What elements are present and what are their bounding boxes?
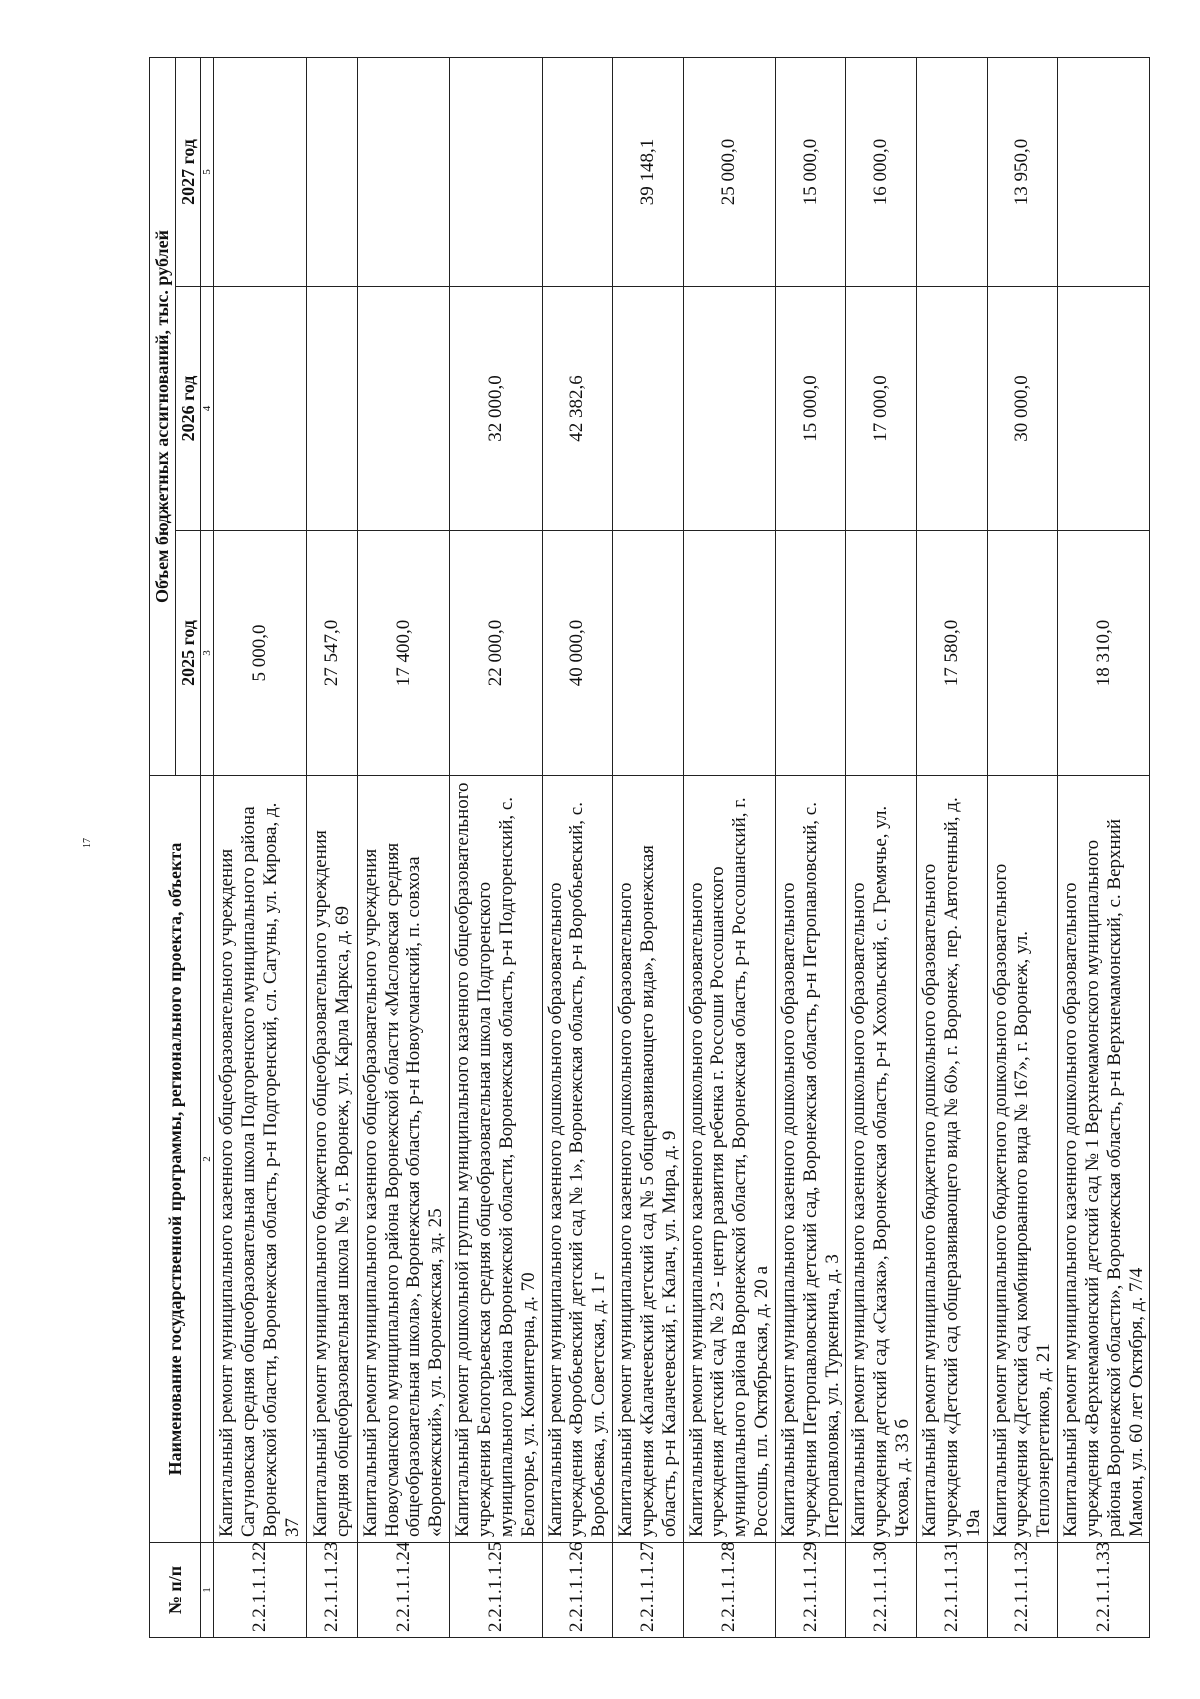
value-2027: 15 000,0 [775,57,846,286]
column-number: 4 [201,287,214,531]
table-row [987,57,1058,1637]
row-number: 2.2.1.1.1.27 [613,1543,684,1638]
value-2027 [1058,57,1150,286]
value-2025 [613,531,684,776]
row-description: Капитальный ремонт муниципального бюджетного дошкольного образовательного учреждения «Детский сад общеразвивающего вида № 60», г. Воронеж, пер. Автогенный, д. 19а [917,776,988,1543]
table-row [214,57,306,1637]
value-2027 [917,57,988,286]
value-2025: 40 000,0 [542,531,613,776]
row-description: Капитальный ремонт муниципального бюджетного дошкольного образовательного учреждения «Детский сад комбинированного вида № 167», г. Воронеж, ул. Теплоэнергетиков, д. 21 [987,776,1058,1543]
row-number: 2.2.1.1.1.25 [450,1543,542,1638]
table-body [214,57,1150,1637]
value-2025 [846,531,917,776]
value-2027 [357,57,449,286]
table-row [450,57,542,1637]
row-number: 2.2.1.1.1.33 [1058,1543,1150,1638]
row-number: 2.2.1.1.1.23 [306,1543,357,1638]
row-description: Капитальный ремонт муниципального казенного дошкольного образовательного учреждения Петропавловский детский сад, Воронежская область, р-н Петропавловский, с. Петропавловка, ул. Туркенича, д. 3 [775,776,846,1543]
table-row [1058,57,1150,1637]
header-number: № п/п [150,1543,201,1638]
row-description: Капитальный ремонт муниципального казенного дошкольного образовательного учреждения «Калачеевский детский сад № 5 общеразвивающего вида», Воронежская область, р-н Калачеевский, г. Калач, ул. Мира, д. 9 [613,776,684,1543]
row-description: Капитальный ремонт муниципального казенного дошкольного образовательного учреждения детский сад № 23 - центр развития ребенка г. Россоши Россошанского муниципального района Воронежской области, Воронежская область, р-н Россошанский, г. Россошь, пл. Октябрьская, д. 20 а [683,776,775,1543]
value-2026 [1058,287,1150,531]
value-2026 [357,287,449,531]
row-number: 2.2.1.1.1.26 [542,1543,613,1638]
header-row [150,57,176,1637]
value-2025: 22 000,0 [450,531,542,776]
value-2027 [450,57,542,286]
column-number: 3 [201,531,214,776]
value-2027: 25 000,0 [683,57,775,286]
value-2027: 16 000,0 [846,57,917,286]
header-name: Наименование государственной программы, регионального проекта, объекта [150,776,201,1543]
value-2025: 17 580,0 [917,531,988,776]
column-number: 1 [201,1543,214,1638]
row-number: 2.2.1.1.1.22 [214,1543,306,1638]
row-description: Капитальный ремонт дошкольной группы муниципального казенного общеобразовательного учреждения Белогорьевская средняя общеобразовательная школа Подгоренского муниципального района Воронежской области, Воронежская область, р-н Подгоренский, с. Белогорье, ул. Коминтерна, д. 70 [450,776,542,1543]
value-2026 [683,287,775,531]
table-row [846,57,917,1637]
table-row [357,57,449,1637]
column-number: 2 [201,776,214,1543]
value-2025 [775,531,846,776]
row-description: Капитальный ремонт муниципального казенного общеобразовательного учреждения Сагуновская средняя общеобразовательная школа Подгоренского муниципального района Воронежской области, Воронежская область, р-н Подгоренский, сл. Сагуны, ул. Кирова, д. 37 [214,776,306,1543]
header-budget-group: Объем бюджетных ассигнований, тыс. рублей [150,57,176,775]
table-row [917,57,988,1637]
value-2027: 39 148,1 [613,57,684,286]
value-2027 [214,57,306,286]
row-description: Капитальный ремонт муниципального казенного общеобразовательного учреждения Новоусманского муниципального района Воронежской области «Масловская средняя общеобразовательная школа», Воронежская область, р-н Новоусманский, п. совхоза «Воронежский», ул. Воронежская, зд. 25 [357,776,449,1543]
row-number: 2.2.1.1.1.32 [987,1543,1058,1638]
table-row [775,57,846,1637]
table-row [306,57,357,1637]
header-year-2027: 2027 год [175,57,201,286]
value-2025: 27 547,0 [306,531,357,776]
rotated-table-container [149,58,1147,1638]
header-year-2025: 2025 год [175,531,201,776]
value-2027 [542,57,613,286]
value-2026: 30 000,0 [987,287,1058,531]
value-2025 [683,531,775,776]
row-number: 2.2.1.1.1.31 [917,1543,988,1638]
row-description: Капитальный ремонт муниципального казенного дошкольного образовательного учреждения «Верхнемамонский детский сад № 1 Верхнемамонского муниципального района Воронежской области», Воронежская область, р-н Верхнемамонский, с. Верхний Мамон, ул. 60 лет Октября, д. 7/4 [1058,776,1150,1543]
table-row [613,57,684,1637]
table-row [542,57,613,1637]
row-number: 2.2.1.1.1.24 [357,1543,449,1638]
row-number: 2.2.1.1.1.28 [683,1543,775,1638]
page-number: 17 [82,838,93,848]
value-2026 [306,287,357,531]
value-2025: 17 400,0 [357,531,449,776]
value-2027: 13 950,0 [987,57,1058,286]
row-number: 2.2.1.1.1.30 [846,1543,917,1638]
row-description: Капитальный ремонт муниципального казенного дошкольного образовательного учреждения «Воробьевский детский сад № 1», Воронежская область, р-н Воробьевский, с. Воробьевка, ул. Советская, д. 1 г [542,776,613,1543]
budget-table [149,57,1150,1638]
table-row [683,57,775,1637]
value-2026 [214,287,306,531]
column-number: 5 [201,57,214,286]
value-2025: 18 310,0 [1058,531,1150,776]
value-2026 [917,287,988,531]
row-description: Капитальный ремонт муниципального бюджетного общеобразовательного учреждения средняя общеобразовательная школа № 9, г. Воронеж, ул. Карла Маркса, д. 69 [306,776,357,1543]
row-number: 2.2.1.1.1.29 [775,1543,846,1638]
value-2026: 15 000,0 [775,287,846,531]
column-numbers-row [201,57,214,1637]
row-description: Капитальный ремонт муниципального казенного дошкольного образовательного учреждения детский сад «Сказка», Воронежская область, р-н Хохольский, с. Гремячье, ул. Чехова, д. 33 б [846,776,917,1543]
value-2025 [987,531,1058,776]
value-2026: 17 000,0 [846,287,917,531]
value-2026: 42 382,6 [542,287,613,531]
value-2027 [306,57,357,286]
value-2026 [613,287,684,531]
value-2026: 32 000,0 [450,287,542,531]
header-year-2026: 2026 год [175,287,201,531]
value-2025: 5 000,0 [214,531,306,776]
